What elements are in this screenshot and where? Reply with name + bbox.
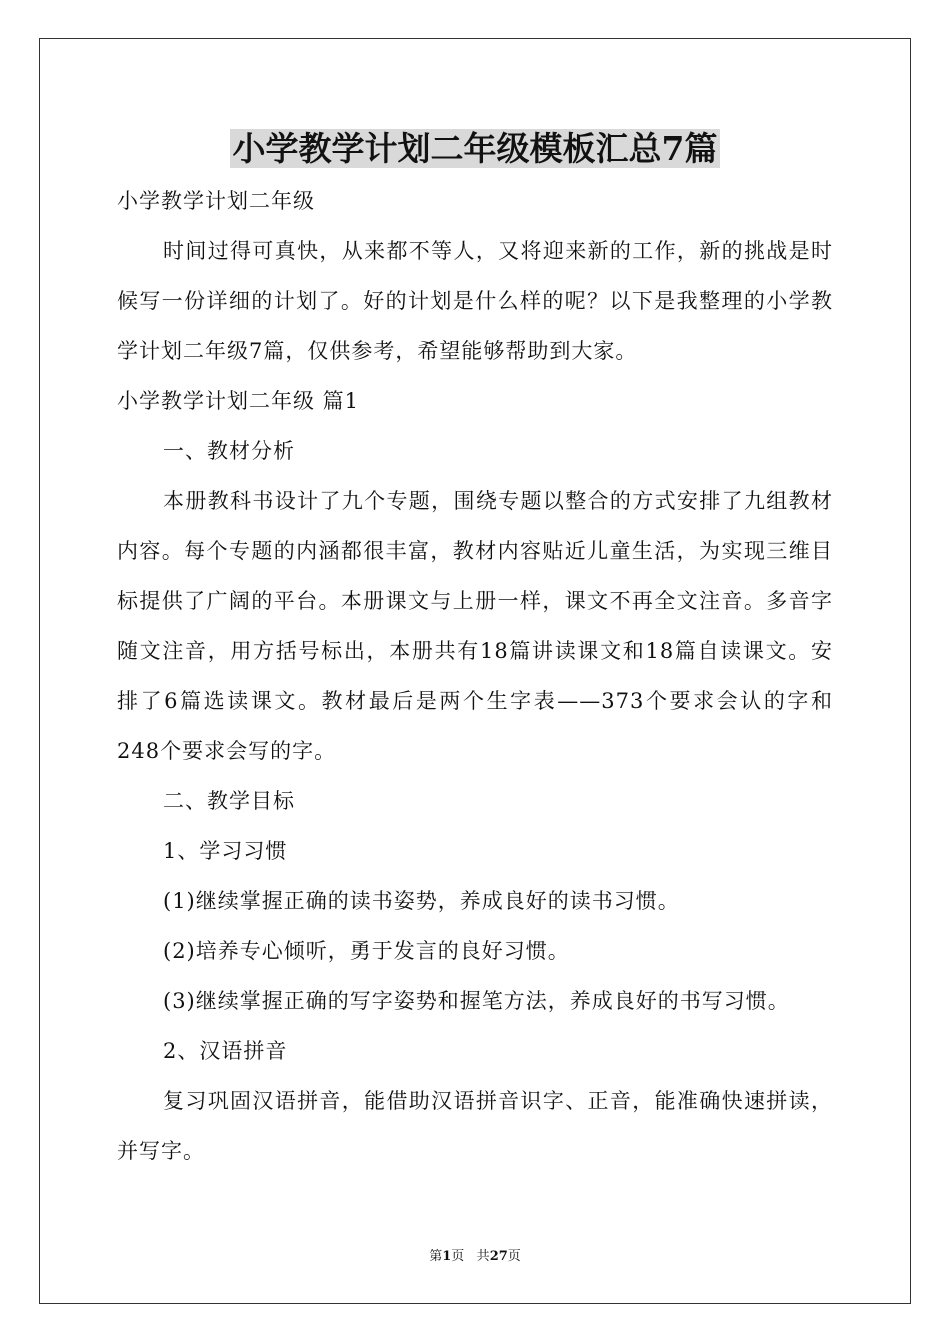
subsection-heading: 一、教材分析 bbox=[163, 439, 295, 463]
intro-paragraph: 时间过得可真快，从来都不等人，又将迎来新的工作，新的挑战是时候写一份详细的计划了。好的计划是什么样的呢？以下是我整理的小学教学计划二年级7篇，仅供参考，希望能够帮助到大家。 bbox=[117, 239, 833, 363]
list-heading: 1、学习习惯 bbox=[163, 839, 288, 863]
page-total: 27 bbox=[489, 1249, 508, 1264]
page-footer bbox=[0, 1247, 950, 1267]
list-item: (3)继续掌握正确的写字姿势和握笔方法，养成良好的书写习惯。 bbox=[163, 989, 790, 1013]
document-body bbox=[117, 176, 833, 1176]
document-title bbox=[0, 126, 950, 172]
section-heading: 小学教学计划二年级 bbox=[117, 189, 315, 213]
list-heading: 2、汉语拼音 bbox=[163, 1039, 288, 1063]
list-item: (1)继续掌握正确的读书姿势，养成良好的读书习惯。 bbox=[163, 889, 680, 913]
page-number: 1 bbox=[442, 1249, 452, 1264]
section-heading: 小学教学计划二年级 篇1 bbox=[117, 389, 360, 413]
page-prefix: 第 bbox=[429, 1249, 443, 1264]
subsection-heading: 二、教学目标 bbox=[163, 789, 295, 813]
document-title-text: 小学教学计划二年级模板汇总7篇 bbox=[230, 129, 721, 168]
body-paragraph: 本册教科书设计了九个专题，围绕专题以整合的方式安排了九组教材内容。每个专题的内涵都很丰富，教材内容贴近儿童生活，为实现三维目标提供了广阔的平台。本册课文与上册一样，课文不再全文注音。多音字随文注音，用方括号标出，本册共有18篇讲读课文和18篇自读课文。安排了6篇选读课文。教材最后是两个生字表——373个要求会认的字和248个要求会写的字。 bbox=[117, 489, 833, 763]
total-prefix: 共 bbox=[476, 1249, 490, 1264]
total-suffix: 页 bbox=[507, 1249, 521, 1264]
page-suffix: 页 bbox=[451, 1249, 465, 1264]
list-item: (2)培养专心倾听，勇于发言的良好习惯。 bbox=[163, 939, 570, 963]
body-paragraph: 复习巩固汉语拼音，能借助汉语拼音识字、正音，能准确快速拼读，并写字。 bbox=[117, 1089, 833, 1163]
